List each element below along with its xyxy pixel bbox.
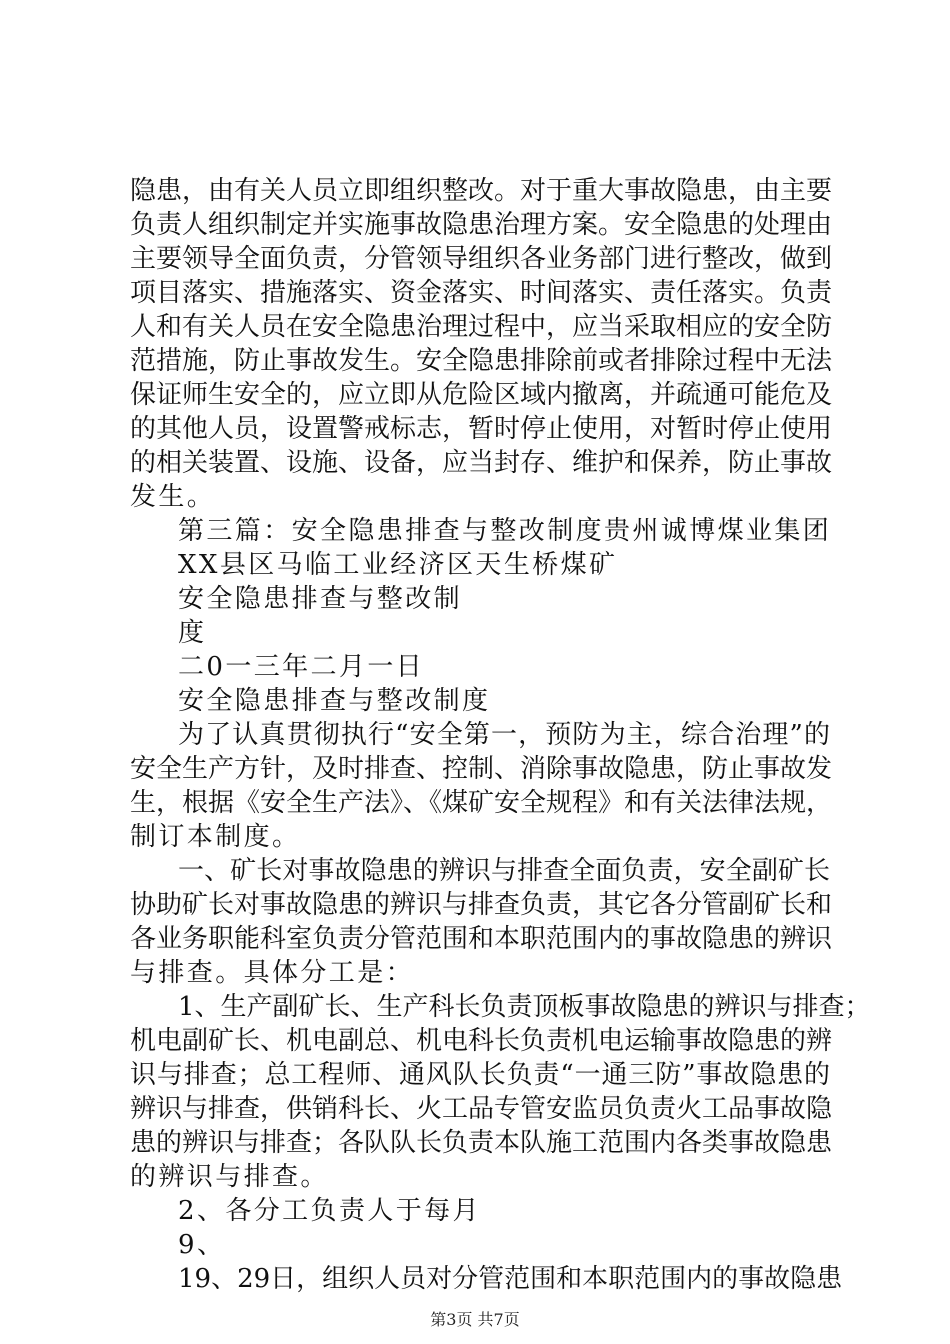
- body-line-24: 与排查。具体分工是：: [130, 958, 415, 988]
- body-line-1: 隐患，由有关人员立即组织整改。对于重大事故隐患，由主要: [130, 176, 833, 206]
- body-line-19: 生，根据《安全生产法》、《煤矿安全规程》和有关法律法规，: [130, 788, 833, 818]
- body-line-8: 的其他人员，设置警戒标志，暂时停止使用，对暂时停止使用: [130, 414, 833, 444]
- date-line: 二0一三年二月一日: [178, 652, 425, 682]
- body-line-20: 制订本制度。: [130, 822, 301, 852]
- body-line-28: 辨识与排查，供销科长、火工品专管安监员负责火工品事故隐: [130, 1094, 833, 1124]
- body-line-4: 项目落实、措施落实、资金落实、时间落实、责任落实。负责: [130, 278, 833, 308]
- body-line-22: 协助矿长对事故隐患的辨识与排查负责，其它各分管副矿长和: [130, 890, 833, 920]
- page-footer: 第3页 共7页: [430, 1310, 520, 1329]
- body-line-18: 安全生产方针，及时排查、控制、消除事故隐患，防止事故发: [130, 754, 833, 784]
- title-line-2: 度: [178, 618, 207, 648]
- body-line-7: 保证师生安全的，应立即从危险区域内撤离，并疏通可能危及: [130, 380, 833, 410]
- body-line-17: 为了认真贯彻执行“安全第一，预防为主，综合治理”的: [178, 720, 830, 750]
- chapter-heading: 第三篇：安全隐患排查与整改制度贵州诚博煤业集团: [178, 516, 832, 546]
- title-line-1: 安全隐患排查与整改制: [178, 584, 463, 614]
- body-line-31: 2、各分工负责人于每月: [178, 1196, 481, 1226]
- body-line-21: 一、矿长对事故隐患的辨识与排查全面负责，安全副矿长: [178, 856, 830, 886]
- body-line-30: 的辨识与排查。: [130, 1162, 329, 1192]
- body-line-27: 识与排查；总工程师、通风队长负责“一通三防”事故隐患的: [130, 1060, 830, 1090]
- body-line-2: 负责人组织制定并实施事故隐患治理方案。安全隐患的处理由: [130, 210, 833, 240]
- body-line-23: 各业务职能科室负责分管范围和本职范围内的事故隐患的辨识: [130, 924, 833, 954]
- body-line-10: 发生。: [130, 482, 216, 512]
- body-line-33: 19、29日，组织人员对分管范围和本职范围内的事故隐患: [178, 1264, 843, 1294]
- mine-name: XX县区马临工业经济区天生桥煤矿: [178, 550, 618, 580]
- body-line-26: 机电副矿长、机电副总、机电科长负责机电运输事故隐患的辨: [130, 1026, 833, 1056]
- body-line-5: 人和有关人员在安全隐患治理过程中，应当采取相应的安全防: [130, 312, 833, 342]
- section-title: 安全隐患排查与整改制度: [178, 686, 491, 716]
- body-line-25: 1、生产副矿长、生产科长负责顶板事故隐患的辨识与排查；: [178, 992, 871, 1022]
- body-line-32: 9、: [178, 1230, 226, 1260]
- body-line-9: 的相关装置、设施、设备，应当封存、维护和保养，防止事故: [130, 448, 833, 478]
- body-line-29: 患的辨识与排查；各队队长负责本队施工范围内各类事故隐患: [130, 1128, 833, 1158]
- body-line-6: 范措施，防止事故发生。安全隐患排除前或者排除过程中无法: [130, 346, 833, 376]
- body-line-3: 主要领导全面负责，分管领导组织各业务部门进行整改，做到: [130, 244, 833, 274]
